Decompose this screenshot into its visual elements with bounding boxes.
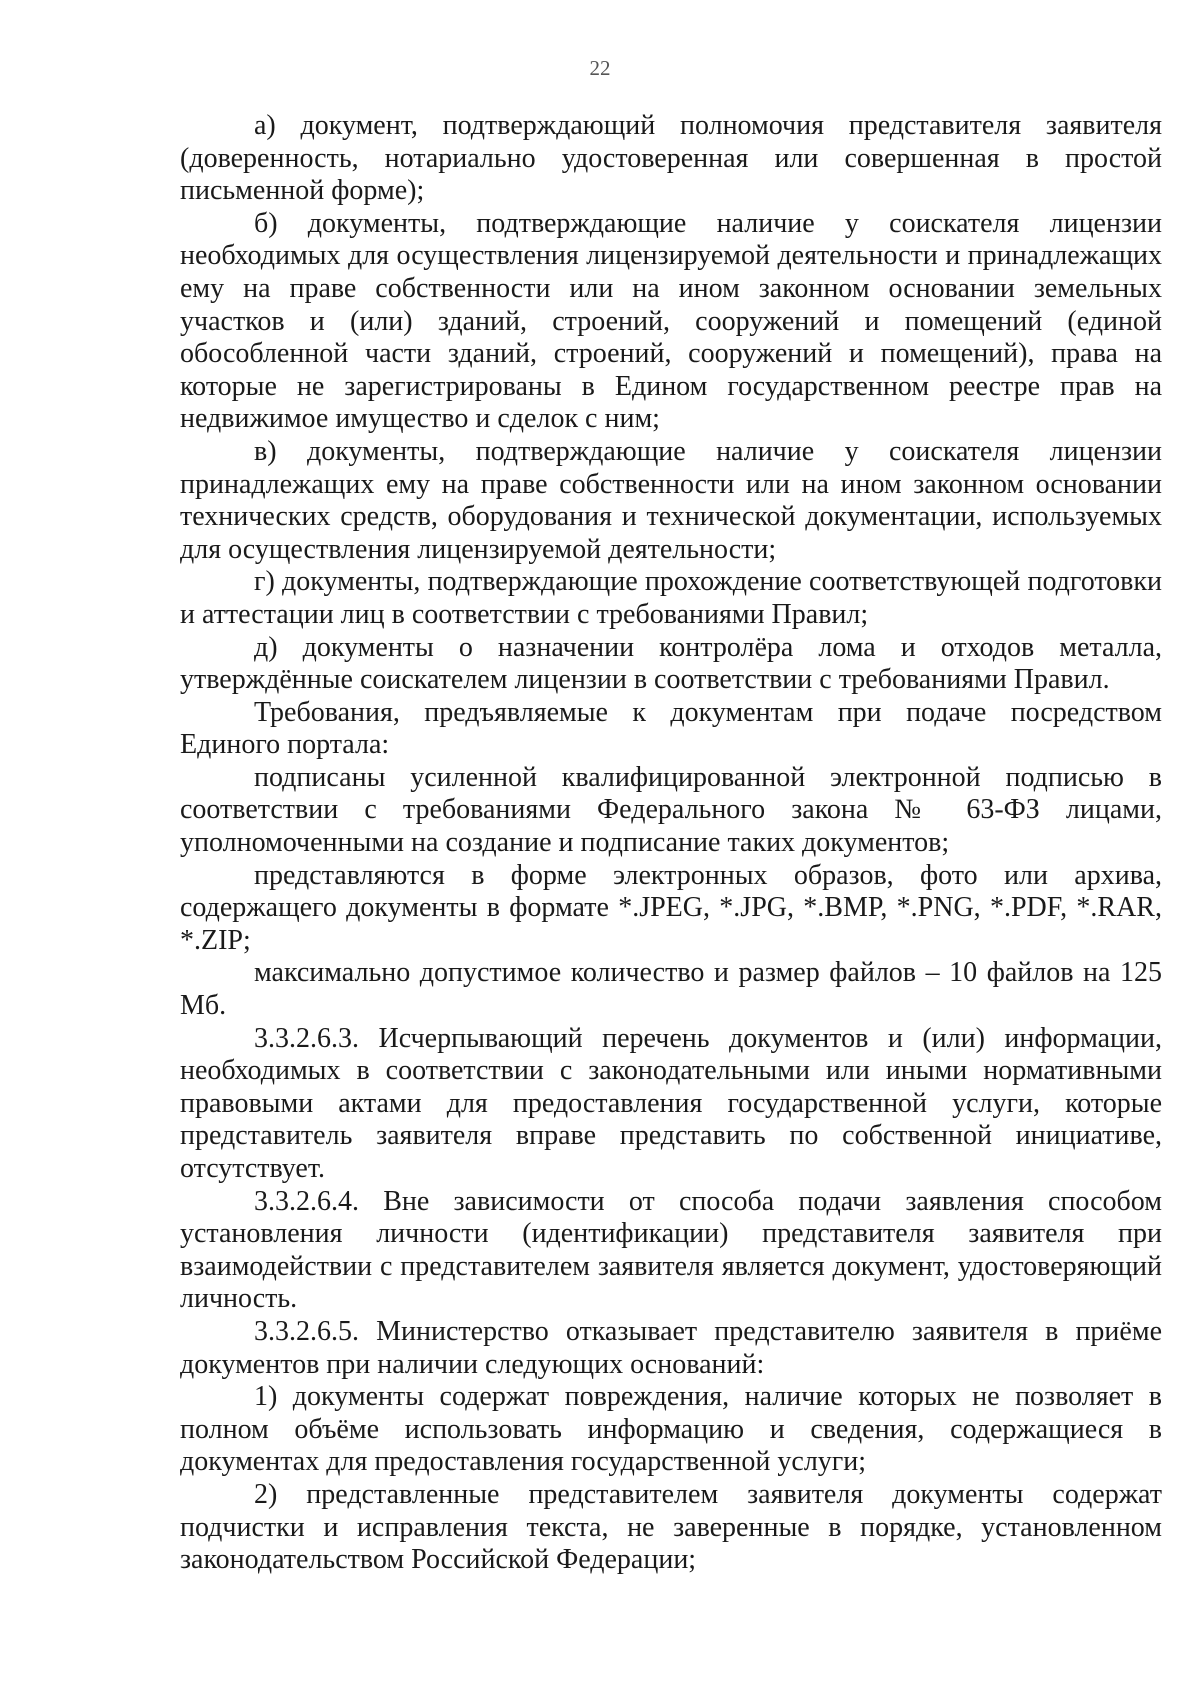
paragraph-portal-requirements: Требования, предъявляемые к документам при подаче посредством Единого портала: [180,696,1162,761]
paragraph-ground-2-erasures: 2) представленные представителем заявителя документы содержат подчистки и исправления текста, не заверенные в порядке, установленном законодательством Российской Федерации; [180,1478,1162,1576]
page-number: 22 [589,56,611,80]
paragraph-b-land-and-buildings: б) документы, подтверждающие наличие у соискателя лицензии необходимых для осуществления лицензируемой деятельности и принадлежащих ему на праве собственности или на ином законном основании земельных участков и (или) зданий, строений, сооружений и помещений (единой обособленной части зданий, строений, сооружений и помещений), права на которые не зарегистрированы в Едином государственном реестре прав на недвижимое имущество и сделок с ним; [180,207,1162,435]
paragraph-file-limits: максимально допустимое количество и размер файлов – 10 файлов на 125 Мб. [180,957,1162,1022]
paragraph-3-3-2-6-3: 3.3.2.6.3. Исчерпывающий перечень документов и (или) информации, необходимых в соответствии с законодательными или иными нормативными правовыми актами для предоставления государственной услуги, которые представитель заявителя вправе представить по собственной инициативе, отсутствует. [180,1022,1162,1184]
paragraph-3-3-2-6-5: 3.3.2.6.5. Министерство отказывает представителю заявителя в приёме документов при наличии следующих оснований: [180,1315,1162,1380]
paragraph-a-power-of-attorney: а) документ, подтверждающий полномочия представителя заявителя (доверенность, нотариально удостоверенная или совершенная в простой письменной форме); [180,110,1162,207]
paragraph-file-formats: представляются в форме электронных образов, фото или архива, содержащего документы в формате *.JPEG, *.JPG, *.BMP, *.PNG, *.PDF, *.RAR, *.ZIP; [180,859,1162,956]
paragraph-d-metal-scrap-controller: д) документы о назначении контролёра лома и отходов металла, утверждённые соискателем лицензии в соответствии с требованиями Правил. [180,631,1162,696]
document-body [180,110,1162,1577]
paragraph-electronic-signature: подписаны усиленной квалифицированной электронной подписью в соответствии с требованиями Федерального закона № 63-ФЗ лицами, уполномоченными на создание и подписание таких документов; [180,761,1162,859]
paragraph-g-training-certification: г) документы, подтверждающие прохождение соответствующей подготовки и аттестации лиц в соответствии с требованиями Правил; [180,566,1162,630]
paragraph-ground-1-damaged-documents: 1) документы содержат повреждения, наличие которых не позволяет в полном объёме использовать информацию и сведения, содержащиеся в документах для предоставления государственной услуги; [180,1381,1162,1478]
paragraph-v-technical-means: в) документы, подтверждающие наличие у соискателя лицензии принадлежащих ему на праве собственности или на ином законном основании технических средств, оборудования и технической документации, используемых для осуществления лицензируемой деятельности; [180,435,1162,565]
paragraph-3-3-2-6-4: 3.3.2.6.4. Вне зависимости от способа подачи заявления способом установления личности (идентификации) представителя заявителя при взаимодействии с представителем заявителя является документ, удостоверяющий личность. [180,1185,1162,1315]
